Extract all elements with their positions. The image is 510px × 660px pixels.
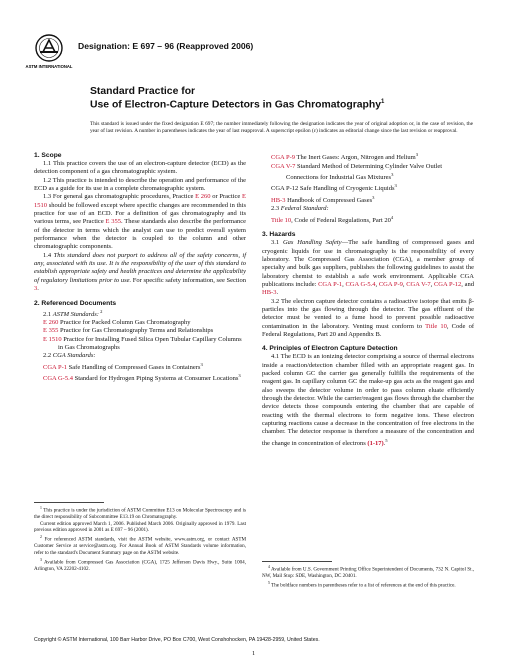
cga-standards-label: 2.2 CGA Standards: [43,352,96,360]
link-section-3[interactable]: 3 [34,285,38,293]
ref-item: CGA V-7 Standard Method of Determining Cylinder Valve Outlet Connections for Industrial Gas Mixtures$^3$ [271,162,443,181]
ref-item: E 1510 Practice for Installing Fused Silica Open Tubular Capillary Columns in Gas Chromatographs [43,335,242,352]
federal-standard-label: 2.3 Federal Standard: [271,205,329,213]
link-ref-title10[interactable]: Title 10 [271,216,292,224]
paragraph-1-1: 1.1 This practice covers the use of an electron-capture detector (ECD) as the detection component of a gas chromatographic system. [34,160,246,176]
title-line-1: Standard Practice for [90,86,196,97]
issue-note: This standard is issued under the fixed designation E 697; the number immediately following the designation indicates the year of original adoption or, in the case of revision, the year of last revision. A number in parentheses indicates the year of last reapproval. A superscript epsilon (ε) indicates an editorial change since the last revision or reapproval. [90,121,473,134]
link-ref-e355[interactable]: E 355 [43,327,59,335]
link-ref-hb3[interactable]: HB-3 [271,197,286,204]
astm-logo [25,33,73,75]
designation: Designation: E 697 – 96 (Reapproved 2006) [78,41,254,51]
link-references-1-17[interactable]: (1-17) [367,439,384,447]
footnote-4: $^4$ Available from U.S. Government Printing Office Superintendent of Documents, 732 N. Capitol St., NW, Mail Stop: SDE, Washington, DC 20401. [262,565,474,580]
footnotes-left [34,505,246,572]
section-heading-principles: 4. Principles of Electron Capture Detection [262,345,398,353]
footnote-rule-right [262,561,332,562]
section-heading-scope: 1. Scope [34,152,62,159]
link-ref-cga-v7[interactable]: CGA V-7 [271,162,296,170]
left-column [34,151,246,384]
title-text: Use of Electron-Capture Detectors in Gas Chromatography [90,99,381,111]
link-cga-p1[interactable]: CGA P-1 [318,280,343,288]
footnote-2: $^2$ For referenced ASTM standards, visit the ASTM website, www.astm.org, or contact ASTM Customer Service at service@astm.org. For Annual Book of ASTM Standards volume information, refer to the standard's Document Summary page on the ASTM website. [34,535,246,556]
footnote-rule-left [34,502,104,503]
ref-item: CGA P-12 Safe Handling of Cryogenic Liquids$^3$ [271,183,397,193]
link-e355[interactable]: E 355 [105,218,121,226]
section-heading-hazards: 3. Hazards [262,231,296,239]
link-cga-p12[interactable]: CGA P-12 [433,280,462,288]
footnotes-right [262,564,474,589]
logo-text: ASTM INTERNATIONAL [25,64,73,69]
ref-item: E 260 Practice for Packed Column Gas Chromatography [43,319,191,326]
section-heading-referenced-documents: 2. Referenced Documents [34,299,117,307]
link-ref-cga-g54[interactable]: CGA G-5.4 [43,375,73,383]
link-cga-v7[interactable]: CGA V-7 [406,280,431,288]
page-number: 1 [252,650,256,657]
link-title10[interactable]: Title 10 [425,322,447,330]
paragraph-4-1: 4.1 The ECD is an ionizing detector comprising a source of thermal electrons inside a reaction/detection chamber filled with an appropriate reagent gas. In packed column GC the carrier gas generally fulfills the requirements of the reagent gas. In capillary column GC the make-up gas acts as the reagent gas and also sweeps the detector volume in order to pass column eluate efficiently through the detector. While the carrier/reagent gas flows through the chamber the device detects those compounds entering the chamber that are capable of reacting with the thermal electrons to form negative ions. These electron capturing reactions cause a decrease in the concentration of free electrons in the chamber. The detector response is therefore a measure of the concentration and the change in concentration of electrons (1-17).$^5$ [262,353,474,447]
paragraph-1-4: 1.4 This standard does not purport to address all of the safety concerns, if any, associated with its use. It is the responsibility of the user of this standard to establish appropriate safety and health practices and determine the applicability of regulatory limitations prior to use. For specific safety information, see Section 3. [34,251,247,293]
paragraph-3-1: 3.1 Gas Handling Safety—The safe handling of compressed gases and cryogenic liquids for use in chromatography is the responsibility of every laboratory. The Compressed Gas Association (CGA), a member group of specialty and bulk gas suppliers, publishes the following guidelines to assist the laboratory chemist to establish a safe work environment. Applicable CGA publications include: CGA P-1, CGA G-5.4, CGA P-9, CGA V-7, CGA P-12, and HB-3. [262,239,474,297]
copyright-notice: Copyright © ASTM International, 100 Barr Harbor Drive, PO Box C700, West Conshohocken, PA 19428-2959, United States. [34,637,320,643]
right-column [262,151,474,448]
paragraph-3-2: 3.2 The electron capture detector contains a radioactive isotope that emits β-particles into the gas flowing through the detector. The gas effluent of the detector must be vented to a fume hood to prevent possible radioactive contamination in the laboratory. Venting must conform to Title 10, Code of Federal Regulations, Part 20 and Appendix B. [262,297,474,338]
link-e260[interactable]: E 260 [195,193,211,201]
title-footnote-mark: 1 [381,99,385,105]
link-cga-p9[interactable]: CGA P-9 [378,280,403,288]
ref-item: Title 10, Code of Federal Regulations, Part $20^4$ [271,214,394,224]
footnote-5: $^5$ The boldface numbers in parentheses refer to a list of references at the end of this practice. [268,580,456,589]
link-ref-cga-p9[interactable]: CGA P-9 [271,154,296,162]
link-hb3[interactable]: HB-3 [262,289,277,297]
link-ref-e260[interactable]: E 260 [43,319,59,326]
paragraph-1-2: 1.2 This practice is intended to describe the operation and performance of the ECD as a guide for its use in a complete chromatographic system. [34,176,246,193]
ref-item: HB-3 Handbook of Compressed Gases$^3$ [271,194,375,204]
astm-standards-label: 2.1 ASTM Standards: $^2$ [43,308,103,318]
paragraph-1-3: 1.3 For general gas chromatographic procedures, Practice E 260 or Practice E 1510 should be followed except where specific changes are recommended in this practice for use of an ECD. For a definition of gas chromatography and its various terms, see Practice E 355. These standards also describe the performance of the detector in terms which the analyst can use to predict overall system performance when the detector is coupled to the column and other chromatographic components. [34,193,246,251]
link-cga-g54[interactable]: CGA G-5.4 [345,280,376,288]
ref-item: CGA P-1 Safe Handling of Compressed Gases in Containers$^3$ [43,361,203,371]
link-ref-e1510[interactable]: E 1510 [43,335,62,343]
ref-item: E 355 Practice for Gas Chromatography Terms and Relationships [43,327,214,335]
ref-item: CGA P-9 The Inert Gases: Argon, Nitrogen and Helium$^3$ [271,152,419,162]
ref-cga-p12-code: CGA P-12 [271,185,299,193]
footnote-1-edition: Current edition approved March 1, 2006. Published March 2006. Originally approved in 1979. Last previous edition approved in 2001 as E 697 – 96 (2001). [34,520,246,534]
ref-item: CGA G-5.4 Standard for Hydrogen Piping Systems at Consumer Locations$^3$ [43,373,241,383]
link-e1510[interactable]: E 1510 [34,193,246,209]
link-ref-cga-p1[interactable]: CGA P-1 [43,363,68,371]
footnote-1: $^1$ This practice is under the jurisdiction of ASTM Committee E13 on Molecular Spectroscopy and is the direct responsibility of Subcommittee E13.19 on Chromatography. [34,506,246,521]
title-line-2 [90,99,384,110]
footnote-3: $^3$ Available from Compressed Gas Association (CGA), 1725 Jefferson Davis Hwy., Suite 1004, Arlington, VA 22202-4102. [34,557,246,572]
